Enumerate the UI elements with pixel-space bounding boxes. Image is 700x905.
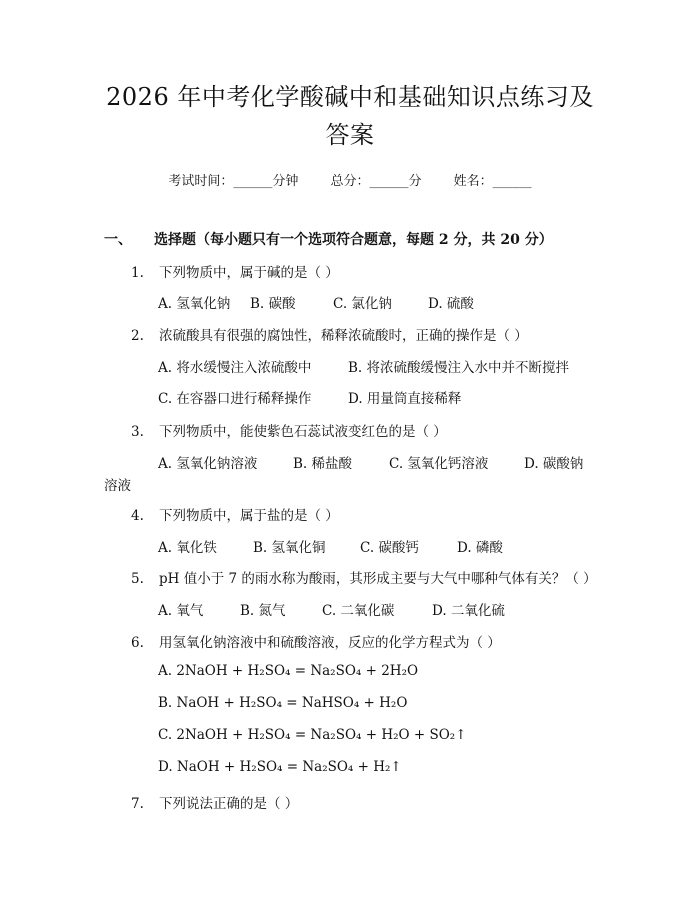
option: B. 稀盐酸 [293,456,353,472]
option: A. 将水缓慢注入浓硫酸中 [158,360,312,376]
option: D. 硫酸 [428,296,474,312]
question-2 [131,324,528,344]
option: D. 磷酸 [457,540,503,556]
question-3-options [158,452,583,472]
page-title [60,78,640,154]
question-5 [131,567,597,587]
title-line-2: 答案 [325,121,375,149]
question-6 [131,631,501,651]
option: A. 氧气 [158,603,204,619]
question-number: 2. [131,328,144,344]
exam-time-field: 考试时间：______分钟 [168,174,299,189]
option: C. 在容器口进行稀释操作 [158,391,312,407]
question-text: 下列物质中，能使紫色石蕊试液变红色的是（ ） [159,424,447,440]
option: A. 氧化铁 [158,540,217,556]
section-number: 一、 [104,232,132,248]
question-text: 下列物质中，属于碱的是（ ） [159,265,339,281]
question-text: 下列物质中，属于盐的是（ ） [159,508,339,524]
title-line-1: 2026 年中考化学酸碱中和基础知识点练习及 [106,83,594,111]
exam-meta [0,170,700,189]
option: C. 氯化钠 [333,296,392,312]
question-7 [131,792,298,812]
question-3-option-wrap: 溶液 [104,478,131,494]
section-label: 选择题（每小题只有一个选项符合题意，每题 2 分，共 20 分） [154,232,553,248]
option: C. 碳酸钙 [360,540,419,556]
option: D. 用量筒直接稀释 [348,391,462,407]
question-4 [131,504,339,524]
question-2-options [158,356,569,376]
question-number: 6. [131,635,144,651]
option: D. 碳酸钠 [524,456,584,472]
option: A. 氢氧化钠溶液 [158,456,258,472]
question-text: 下列说法正确的是（ ） [159,796,299,812]
option: B. 将浓硫酸缓慢注入水中并不断搅拌 [348,360,570,376]
question-5-options [158,599,505,619]
question-text: 用氢氧化钠溶液中和硫酸溶液，反应的化学方程式为（ ） [159,635,501,651]
option: D. 二氧化硫 [432,603,505,619]
question-3 [131,420,447,440]
question-1-options [158,292,474,312]
question-6-option-b: B. NaOH + H₂SO₄ = NaHSO₄ + H₂O [158,695,408,711]
option: B. 碳酸 [250,296,296,312]
option: B. 氮气 [240,603,286,619]
question-text: 浓硫酸具有很强的腐蚀性，稀释浓硫酸时，正确的操作是（ ） [159,328,528,344]
student-name-field: 姓名：______ [453,174,532,189]
question-6-option-c: C. 2NaOH + H₂SO₄ = Na₂SO₄ + H₂O + SO₂↑ [158,727,467,743]
option: A. 氢氧化钠 [158,296,231,312]
question-number: 1. [131,265,144,281]
question-number: 7. [131,796,144,812]
question-6-option-a: A. 2NaOH + H₂SO₄ = Na₂SO₄ + 2H₂O [158,663,419,679]
section-heading [104,229,553,249]
question-6-option-d: D. NaOH + H₂SO₄ = Na₂SO₄ + H₂↑ [158,759,402,775]
question-1 [131,261,339,281]
option: B. 氢氧化铜 [253,540,326,556]
question-4-options [158,536,503,556]
question-number: 4. [131,508,144,524]
question-number: 5. [131,571,144,587]
option: C. 氢氧化钙溶液 [389,456,489,472]
question-2-options-row-2 [158,387,461,407]
question-text: pH 值小于 7 的雨水称为酸雨，其形成主要与大气中哪种气体有关？（ ） [159,571,597,587]
question-number: 3. [131,424,144,440]
option: C. 二氧化碳 [322,603,395,619]
total-score-field: 总分：______分 [330,174,422,189]
